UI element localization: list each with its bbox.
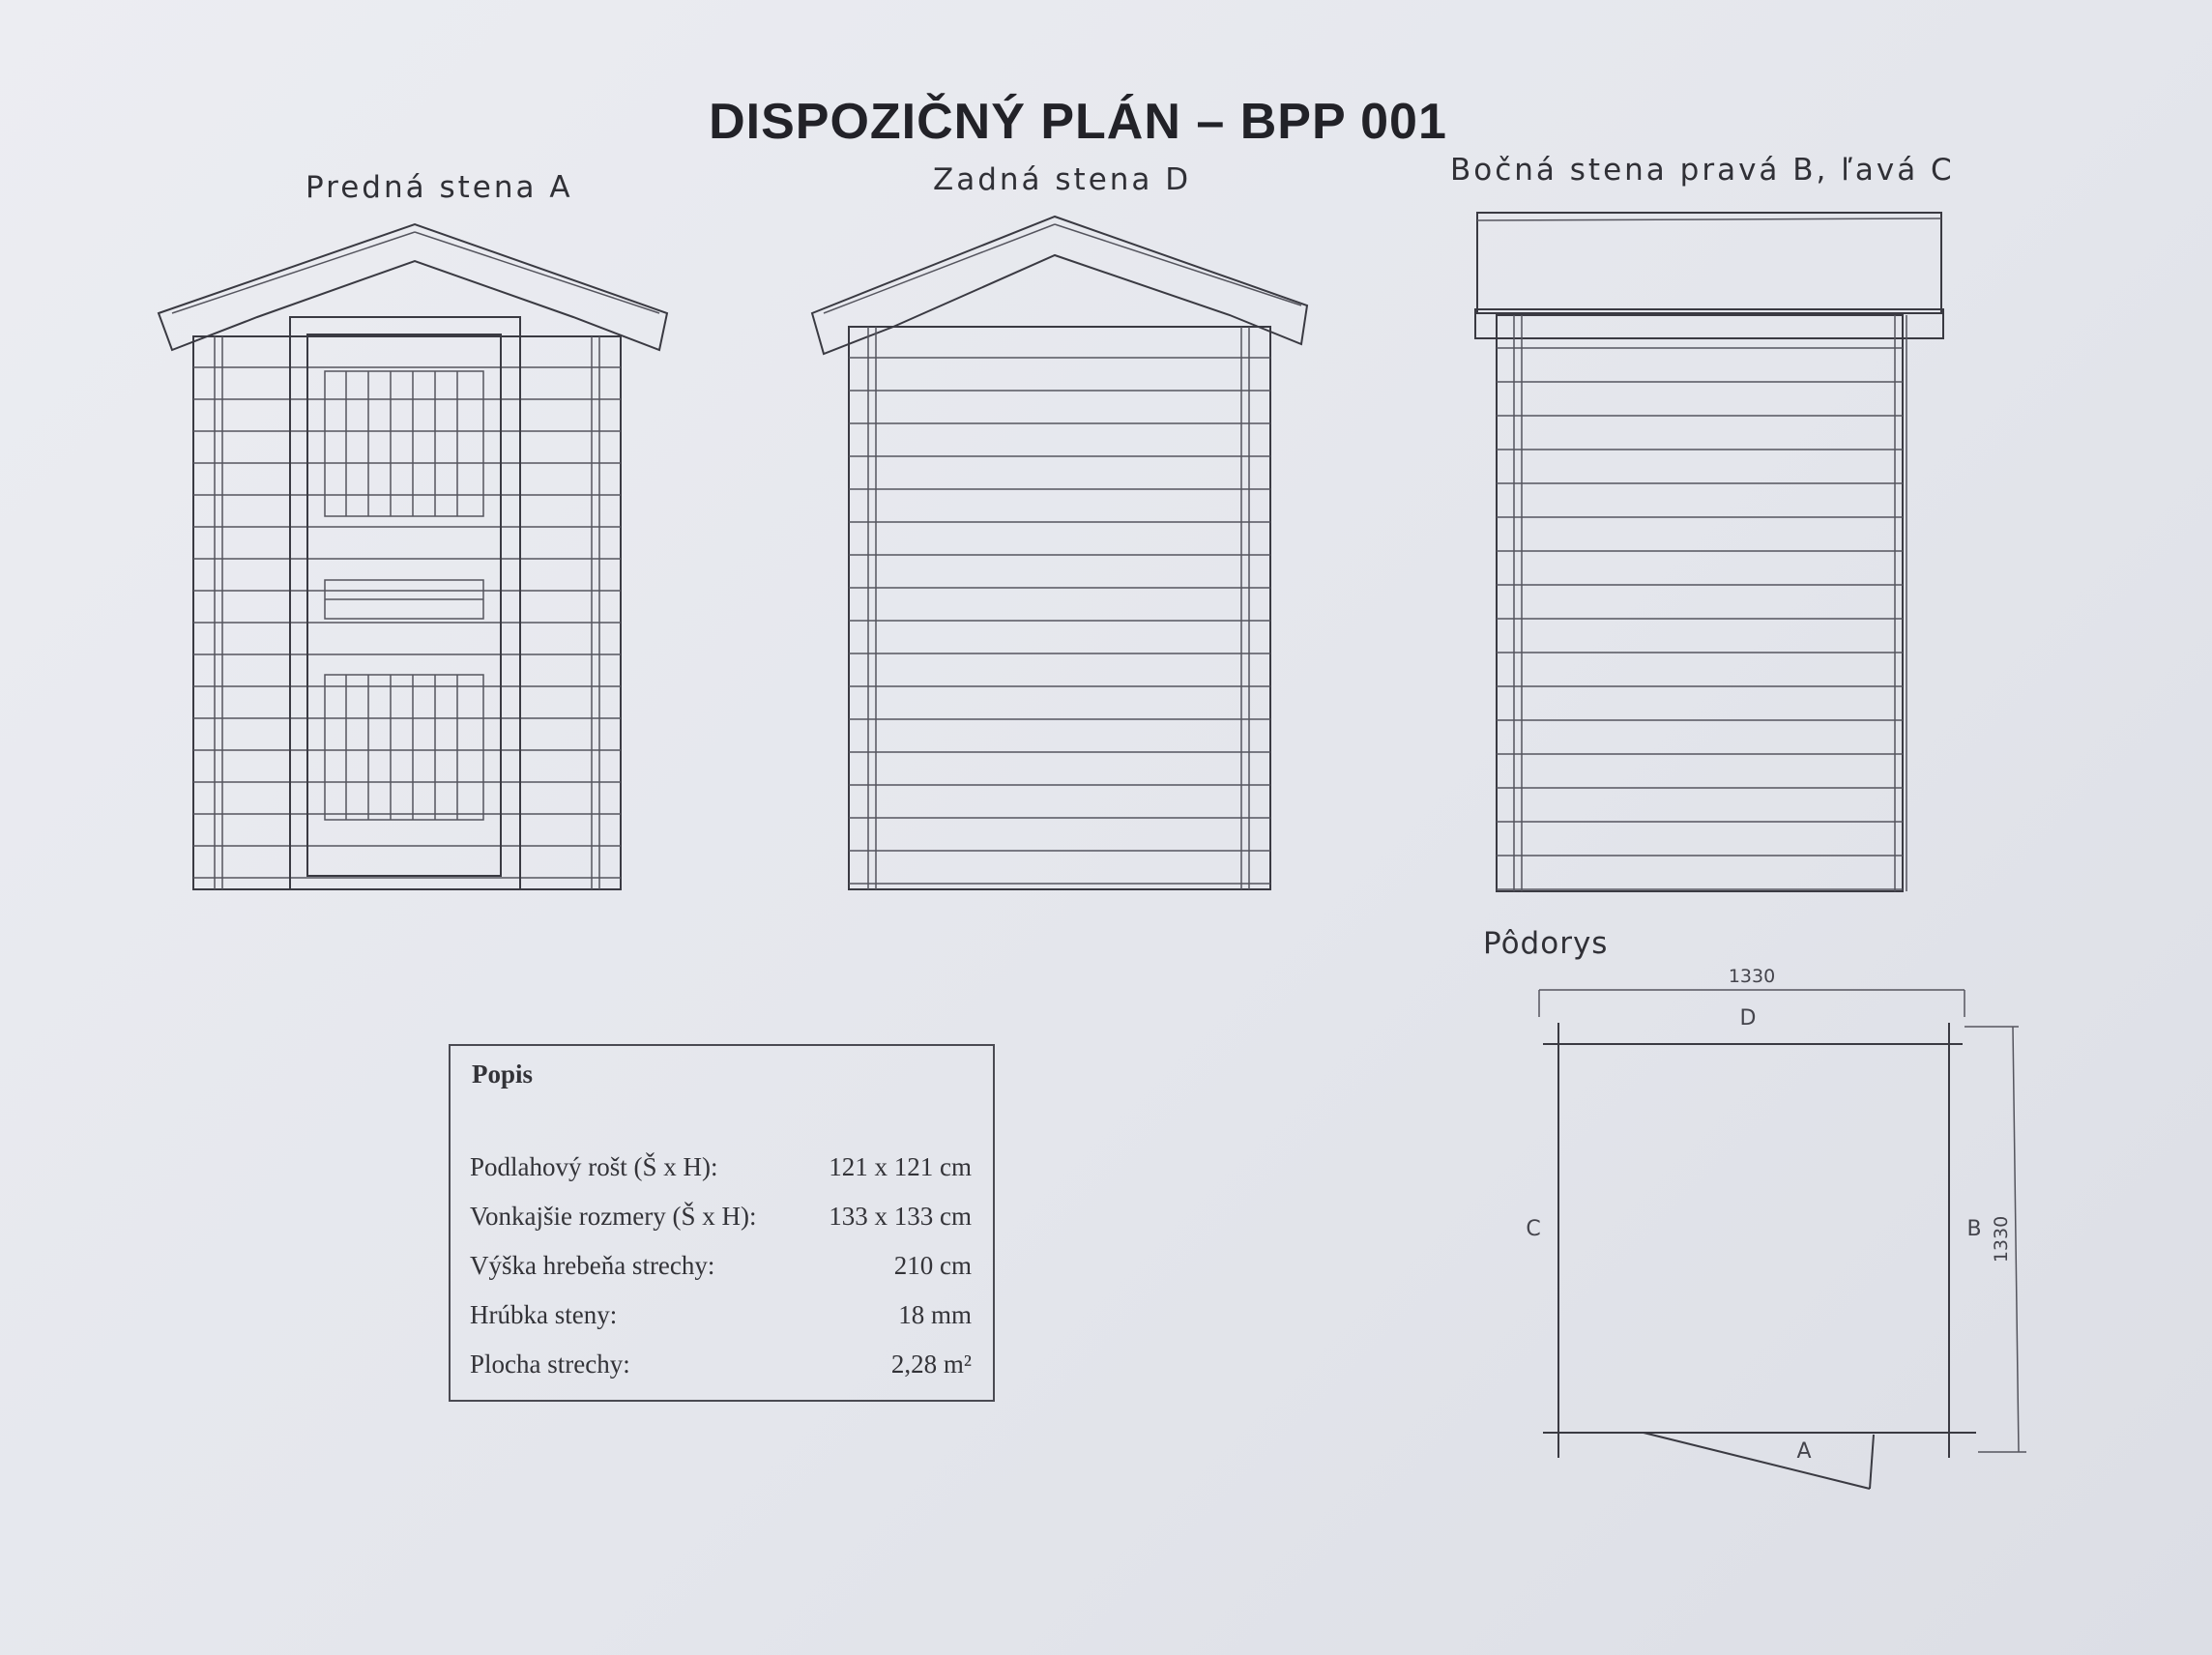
spec-label: Hrúbka steny: (470, 1300, 618, 1329)
side-roof (1477, 213, 1941, 313)
back-wall-drawing (808, 213, 1311, 889)
back-wall-outline (849, 327, 1270, 889)
spec-value: 18 mm (898, 1300, 972, 1329)
spec-row-outer-size (470, 1202, 972, 1240)
side-d-letter: D (1739, 1006, 1757, 1031)
front-wall-label: Predná stena A (306, 170, 573, 205)
front-roof (159, 224, 667, 350)
back-wall-planks (849, 358, 1270, 884)
spec-value: 2,28 m² (890, 1350, 972, 1379)
spec-label: Plocha strechy: (470, 1350, 630, 1379)
side-wall-label: Bočná stena pravá B, ľavá C (1450, 153, 1955, 188)
description-heading: Popis (472, 1060, 534, 1089)
depth-dimension: 1330 (1991, 1215, 2012, 1263)
width-dimension: 1330 (1728, 966, 1776, 987)
side-wall-planks (1497, 348, 1903, 889)
back-roof (812, 217, 1307, 354)
side-wall-outline (1497, 315, 1903, 891)
side-b-letter: B (1966, 1217, 1982, 1241)
spec-label: Vonkajšie rozmery (Š x H): (470, 1202, 757, 1231)
door-lower-panel (325, 675, 483, 820)
spec-value: 121 x 121 cm (829, 1152, 972, 1181)
front-wall-planks (193, 367, 621, 878)
spec-label: Podlahový rošt (Š x H): (470, 1152, 718, 1181)
side-c-letter: C (1526, 1217, 1541, 1241)
front-wall-drawing (155, 220, 677, 897)
spec-row-floor-grid (470, 1152, 972, 1191)
door-leaf-open (1870, 1435, 1874, 1489)
spec-row-ridge-height (470, 1251, 972, 1290)
page-title: DISPOZIČNÝ PLÁN – BPP 001 (709, 94, 1447, 150)
side-wall-drawing (1470, 201, 1953, 897)
description-table (449, 1044, 995, 1402)
front-wall-outline (193, 336, 621, 889)
back-wall-label: Zadná stena D (933, 162, 1192, 197)
spec-value: 210 cm (893, 1251, 972, 1280)
spec-label: Výška hrebeňa strechy: (470, 1251, 715, 1280)
spec-row-wall-thickness (470, 1300, 972, 1339)
door-leaf (307, 334, 501, 876)
door-swing-arc (1644, 1433, 1870, 1489)
floor-plan-drawing (1518, 963, 2040, 1504)
spec-row-roof-area (470, 1350, 972, 1388)
side-a-letter: A (1796, 1439, 1812, 1464)
floor-plan-label: Pôdorys (1483, 926, 1609, 961)
spec-value: 133 x 133 cm (829, 1202, 972, 1231)
